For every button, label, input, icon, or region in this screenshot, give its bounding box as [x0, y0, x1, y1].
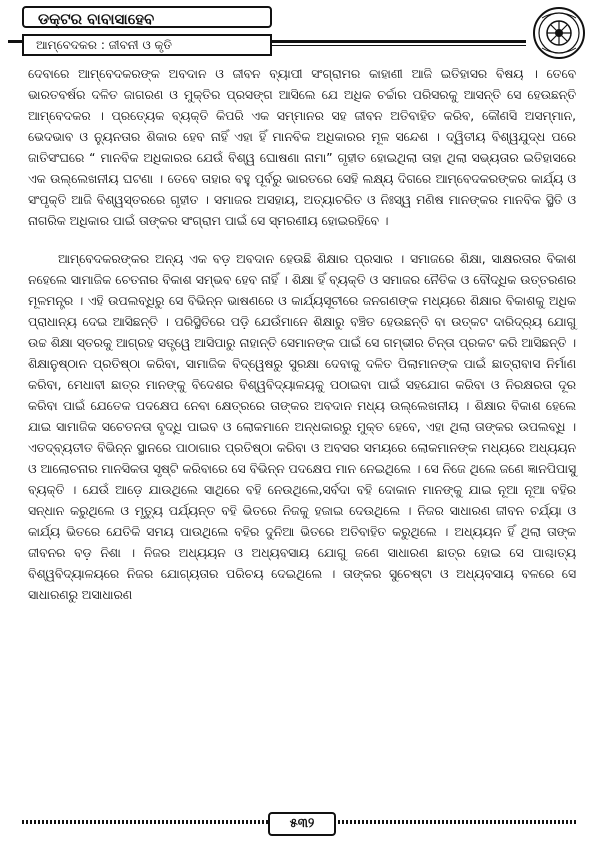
running-title: ଡକ୍ଟର ବାବାସାହେବ — [22, 6, 272, 28]
page-header — [0, 0, 600, 70]
paragraph: ଦେବାରେ ଆମ୍ବେଦକରଙ୍କ ଅବଦାନ ଓ ଜୀବନ ବ୍ୟାପୀ ସଂଗ୍ରାମର କାହାଣୀ ଆଜି ଇତିହାସର ବିଷୟ । ତେବେ ଭାରତବର୍ଷର ଦଳିତ ଜାଗରଣ ଓ ମୁକ୍ତିର ପ୍ରସଙ୍ଗ ଆସିଲେ ଯେ ଅଧିକ ଚର୍ଚ୍ଚାର ପରିସରକୁ ଆସନ୍ତି ସେ ହେଉଛନ୍ତି ଆମ୍ବେଦକର । ପ୍ରତ୍ୟେକ ବ୍ୟକ୍ତି କିପରି ଏକ ସମ୍ମାନର ସହ ଜୀବନ ଅତିବାହିତ କରିବ, କୌଣସି ଅସମ୍ମାନ, ଭେଦଭାବ ଓ ନ୍ୟୁନତାର ଶିକାର ହେବ ନାହିଁ ଏହା ହିଁ ମାନବିକ ଅଧିକାରର ମୂଳ ସନ୍ଦେଶ । ଦ୍ୱିତୀୟ ବିଶ୍ୱଯୁଦ୍ଧ ପରେ ଜାତିସଂଘରେ “ ମାନବିକ ଅଧିକାରର ଯେଉଁ ବିଶ୍ୱ ଘୋଷଣା ନାମା” ଗୃହୀତ ହୋଇଥିଲା ତାହା ଥିଲା ସଭ୍ୟତାର ଇତିହାସରେ ଏକ ଉଲ୍ଲେଖନୀୟ ଘଟଣା । ତେବେ ତାହାର ବହୁ ପୂର୍ବରୁ ଭାରତରେ ସେହି ଲକ୍ଷ୍ୟ ଦିଗରେ ଆମ୍ବେଦକରଙ୍କର କାର୍ଯ୍ୟ ଓ ସଂପୃକ୍ତି ଆଜି ବିଶ୍ୱସ୍ତରରେ ଗୃହୀତ । ସମାଜର ଅସହାୟ, ଅତ୍ୟାଚରିତ ଓ ନିଃସ୍ୱ ମଣିଷ ମାନଙ୍କର ମାନବିକ ସ୍ଥିତି ଓ ନାଗରିକ ଅଧିକାର ପାଇଁ ତାଙ୍କର ସଂଗ୍ରାମ ପାଇଁ ସେ ସ୍ମରଣୀୟ ହୋଇରହିବେ । — [28, 67, 576, 228]
running-subtitle: ଆମ୍ବେଦକର : ଜୀବନୀ ଓ କୃତି — [22, 34, 272, 56]
paragraph: ଆମ୍ବେଦକରଙ୍କର ଅନ୍ୟ ଏକ ବଡ଼ ଅବଦାନ ହେଉଛି ଶିକ୍ଷାର ପ୍ରସାର । ସମାଜରେ ଶିକ୍ଷା, ସାକ୍ଷରତାର ବିକାଶ ନହେଲେ ସାମାଜିକ ଚେତନାର ବିକାଶ ସମ୍ଭବ ହେବ ନାହିଁ । ଶିକ୍ଷା ହିଁ ବ୍ୟକ୍ତି ଓ ସମାଜର ନୈତିକ ଓ ବୌଦ୍ଧିକ ଉତ୍ତରଣର ମୂଳମନ୍ତ୍ର । ଏହି ଉପଲବ୍ଧିରୁ ସେ ବିଭିନ୍ନ ଭାଷଣରେ ଓ କାର୍ଯ୍ୟସୂଚୀରେ ଜନଗଣଙ୍କ ମଧ୍ୟରେ ଶିକ୍ଷାର ବିକାଶକୁ ଅଧିକ ପ୍ରାଧାନ୍ୟ ଦେଇ ଆସିଛନ୍ତି । ପରିସ୍ଥିତିରେ ପଡ଼ି ଯେଉଁମାନେ ଶିକ୍ଷାରୁ ବଞ୍ଚିତ ହେଉଛନ୍ତି ବା ଉତ୍କଟ ଦାରିଦ୍ର୍ୟ ଯୋଗୁ ଉଚ୍ଚ ଶିକ୍ଷା ସ୍ତରକୁ ଆଗ୍ରହ ସତ୍ତ୍ୱେ ଆସିପାରୁ ନାହାନ୍ତି ସେମାନଙ୍କ ପାଇଁ ସେ ଗମ୍ଭୀର ଚିନ୍ତା ପ୍ରକଟ କରି ଆସିଛନ୍ତି । ଶିକ୍ଷାନୁଷ୍ଠାନ ପ୍ରତିଷ୍ଠା କରିବା, ସାମାଜିକ ବିଦ୍ୱେଷରୁ ସୁରକ୍ଷା ଦେବାକୁ ଦଳିତ ପିଲାମାନଙ୍କ ପାଇଁ ଛାତ୍ରାବାସ ନିର୍ମାଣ କରିବା, ମେଧାବୀ ଛାତ୍ର ମାନଙ୍କୁ ବିଦେଶର ବିଶ୍ୱବିଦ୍ୟାଳୟକୁ ପଠାଇବା ପାଇଁ ସହଯୋଗ କରିବା ଓ ନିରକ୍ଷରତା ଦୂର କରିବା ପାଇଁ ଯେତେକ ପଦକ୍ଷେପ ନେବା କ୍ଷେତ୍ରରେ ତାଙ୍କର ଅବଦାନ ମଧ୍ୟ ଉଲ୍ଲେଖନୀୟ । ଶିକ୍ଷାର ବିକାଶ ହେଲେ ଯାଇ ସାମାଜିକ ସଚେତନତା ବୃଦ୍ଧି ପାଇବ ଓ ଲୋକମାନେ ଅନ୍ଧକାରରୁ ମୁକ୍ତ ହେବେ, ଏହା ଥିଲା ତାଙ୍କର ଉପଲବ୍ଧି । ଏତଦ୍‌ବ୍ୟତୀତ ବିଭିନ୍ନ ସ୍ଥାନରେ ପାଠାଗାର ପ୍ରତିଷ୍ଠା କରିବା ଓ ଅବସର ସମୟରେ ଲୋକମାନଙ୍କ ମଧ୍ୟରେ ଅଧ୍ୟୟନ ଓ ଆଲୋଚନାର ମାନସିକତା ସୃଷ୍ଟି କରିବାରେ ସେ ବିଭିନ୍ନ ପଦକ୍ଷେପ ମାନ ନେଇଥିଲେ । ସେ ନିଜେ ଥିଲେ ଜଣେ ଜ୍ଞାନପିପାସୁ ବ୍ୟକ୍ତି । ଯେଉଁ ଆଡ଼େ ଯାଉଥିଲେ ସାଥିରେ ବହି ନେଉଥିଲେ,ସର୍ବଦା ବହି ଦୋକାନ ମାନଙ୍କୁ ଯାଇ ନୂଆ ନୂଆ ବହିର ସନ୍ଧାନ କରୁଥିଲେ ଓ ମୃତ୍ୟୁ ପର୍ଯ୍ୟନ୍ତ ବହି ଭିତରେ ନିଜକୁ ହଜାଇ ଦେଉଥିଲେ । ନିଜର ସାଧାରଣ ଜୀବନ ଚର୍ଯ୍ୟା ଓ କାର୍ଯ୍ୟ ଭିତରେ ଯେତିକି ସମୟ ପାଉଥିଲେ ବହିର ଦୁନିଆ ଭିତରେ ଅତିବାହିତ କରୁଥିଲେ । ଅଧ୍ୟୟନ ହିଁ ଥିଲା ତାଙ୍କ ଜୀବନର ବଡ଼ ନିଶା । ନିଜର ଅଧ୍ୟୟନ ଓ ଅଧ୍ୟବସାୟ ଯୋଗୁ ଜଣେ ସାଧାରଣ ଛାତ୍ର ହୋଇ ସେ ପାଶ୍ଚାତ୍ୟ ବିଶ୍ୱବିଦ୍ୟାଳୟରେ ନିଜର ଯୋଗ୍ୟତାର ପରିଚୟ ଦେଇଥିଲେ । ତାଙ୍କର ସୁଚେଷ୍ଟା ଓ ଅଧ୍ୟବସାୟ ବଳରେ ସେ ସାଧାରଣରୁ ଅସାଧାରଣ — [28, 252, 577, 602]
header-rule-thin — [272, 45, 526, 46]
page-number: ୫୩୨ — [268, 812, 336, 836]
page-footer — [0, 790, 600, 846]
article-body — [28, 64, 576, 606]
circular-seal-emblem-icon — [532, 6, 586, 60]
